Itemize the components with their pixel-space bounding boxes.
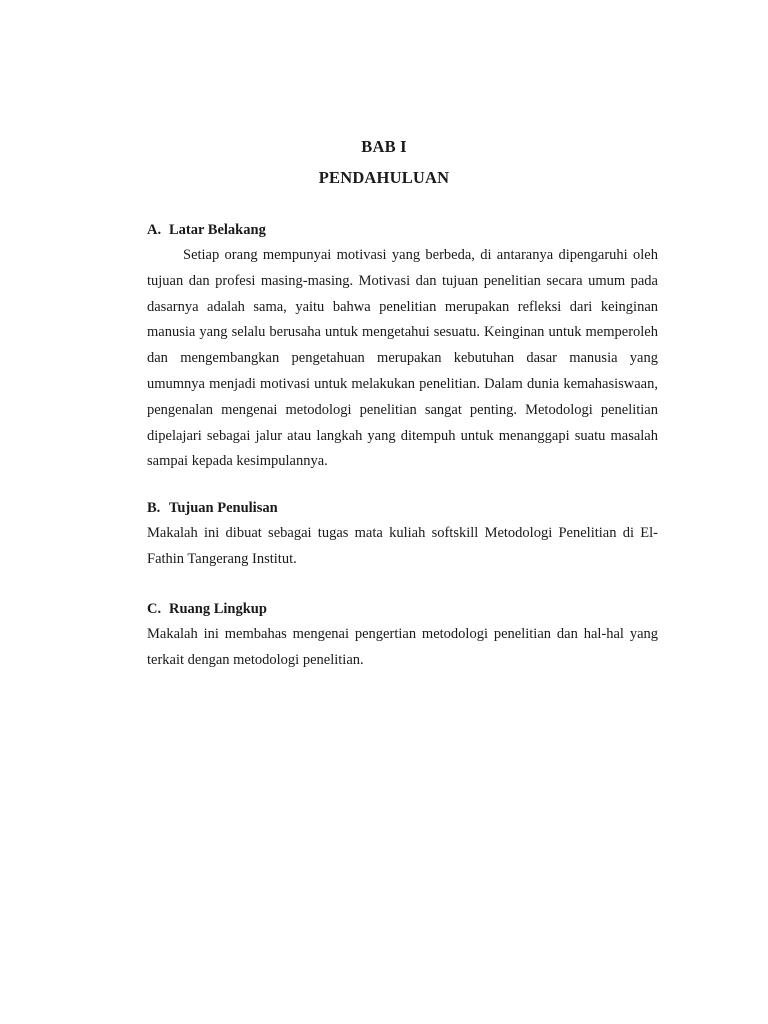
section-ruang-lingkup <box>147 596 658 674</box>
chapter-title: PENDAHULUAN <box>318 168 450 187</box>
chapter-label: BAB I <box>361 137 407 156</box>
section-number: B. <box>147 500 161 516</box>
section-heading <box>147 596 658 622</box>
section-heading <box>147 217 658 243</box>
section-heading-text: Ruang Lingkup <box>169 601 267 617</box>
section-latar-belakang <box>147 217 658 475</box>
section-body: Makalah ini membahas mengenai pengertian metodologi penelitian dan hal-hal yang terkait dengan metodologi penelitian. <box>147 626 658 668</box>
section-body: Setiap orang mempunyai motivasi yang berbeda, di antaranya dipengaruhi oleh tujuan dan profesi masing-masing. Motivasi dan tujuan penelitian secara umum pada dasarnya adalah sama, yaitu bahwa penelitian merupakan refleksi dari keinginan manusia yang selalu berusaha untuk mengetahui sesuatu. Keinginan untuk memperoleh dan mengembangkan pengetahuan merupakan kebutuhan dasar manusia yang umumnya menjadi motivasi untuk melakukan penelitian. Dalam dunia kemahasiswaan, pengenalan mengenai metodologi penelitian sangat penting. Metodologi penelitian dipelajari sebagai jalur atau langkah yang ditempuh untuk menanggapi suatu masalah sampai kepada kesimpulannya. <box>147 247 658 470</box>
section-heading <box>147 495 658 521</box>
section-body: Makalah ini dibuat sebagai tugas mata kuliah softskill Metodologi Penelitian di El-Fathin Tangerang Institut. <box>147 525 658 567</box>
section-tujuan-penulisan <box>147 495 658 573</box>
section-heading-text: Latar Belakang <box>169 222 266 238</box>
section-number: C. <box>147 601 162 617</box>
section-heading-text: Tujuan Penulisan <box>169 500 278 516</box>
section-number: A. <box>147 222 162 238</box>
